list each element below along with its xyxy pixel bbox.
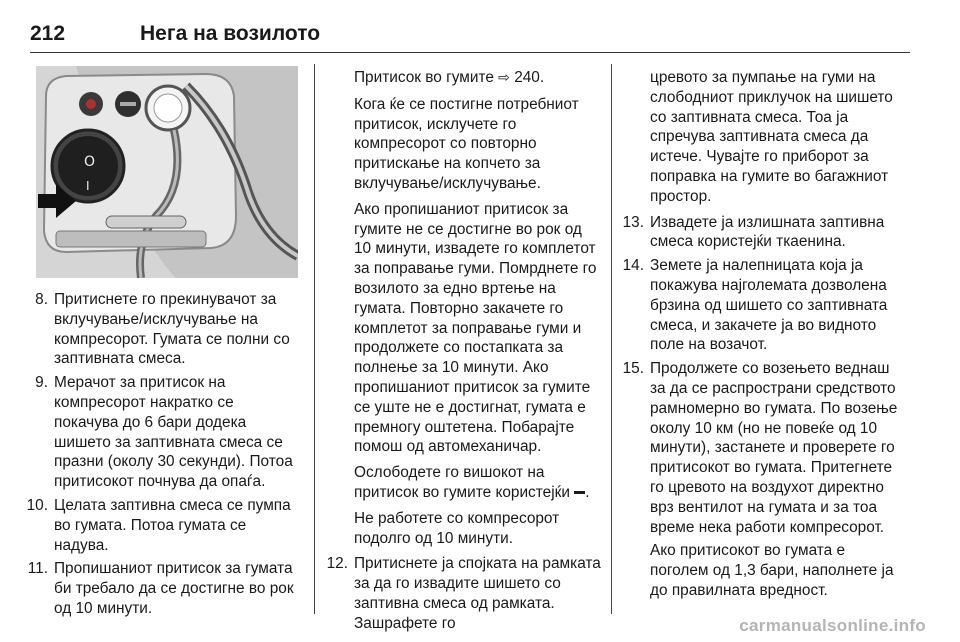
page-header: [30, 22, 910, 56]
item-number: 12.: [326, 555, 348, 573]
item-text: Пропишаниот притисок за гумата би требало да се достигне во рок од 10 минути.: [54, 560, 294, 617]
paragraph: Кога ќе се постигне потребниот притисок, исклучете го компресорот со повторно притискање на копчето за вклучување/исклучување.: [354, 95, 579, 192]
item-text: Целата заптивна смеса се пумпа во гумата. Потоа гумата се надува.: [54, 496, 291, 554]
item-11-continuation: [322, 68, 602, 548]
paragraph: Ако притисокот во гумата е поголем од 1,3 бари, наполнете ја до правилната вредност.: [650, 542, 894, 599]
paragraph-release-pressure: [354, 463, 602, 503]
page-title: Нега на возилото: [140, 22, 321, 45]
item-text: Притиснете го прекинувачот за вклучување/исклучување на компресорот. Гумата се полни со заптивната смеса.: [54, 291, 290, 368]
item-number: 11.: [27, 560, 48, 578]
page-number: 212: [30, 22, 66, 45]
header-rule: [30, 52, 910, 53]
minus-button-icon: [574, 491, 585, 494]
reference-text: Притисок во гумите: [354, 69, 499, 86]
watermark: carmanualsonline.info: [739, 616, 926, 635]
item-number: 10.: [26, 496, 48, 514]
paragraph: Не работете со компресорот подолго од 10 минути.: [354, 509, 560, 547]
list-item: [618, 213, 898, 253]
column-divider-left: [314, 64, 315, 614]
list-item: [618, 256, 898, 355]
arrow-right-icon: ⇨: [498, 70, 510, 86]
pressure-reference: [354, 68, 602, 89]
list-item: [22, 559, 302, 618]
item-text: Извадете ја излишната заптивна смеса користејќи ткаенина.: [650, 213, 885, 251]
paragraph: Ако пропишаниот притисок за гумите не се достигне во рок од 10 минути, извадете го комплетот за поправање гуми. Помрднете го возилото за едно вртење на гумата. Повторно закачете го комплетот за поправање гуми и продолжете со постапката за полнење за 10 минути. Ако пропишаниот притисок за гумите се уште не е достигнат, гумата е премногу оштетена. Побарајте помош од автомеханичар.: [354, 200, 597, 456]
list-item: [22, 290, 302, 369]
paragraph-end: .: [585, 483, 590, 501]
list-item: [322, 554, 602, 633]
item-text: Земете ја налепницата која ја покажува најголемата дозволена брзина од шишето со заптивната смеса, и закачете ја во видното поле на возачот.: [650, 257, 888, 354]
column-right: [618, 68, 898, 607]
item-number: 13.: [622, 213, 644, 231]
item-number: 15.: [622, 360, 644, 378]
paragraph-text: Ослободете го вишокот на притисок во гумите користејќи: [354, 464, 575, 501]
column-left: [22, 290, 302, 623]
compressor-photo: [36, 66, 298, 278]
item-text: Мерачот за притисок на компресорот накратко се покачува до 6 бари додека шишето за заптивната смеса се празни (околу 30 секунди). Потоа притисокот почнува да опаѓа.: [54, 374, 293, 491]
list-item: [22, 373, 302, 492]
item-text: Продолжете со возењето веднаш за да се распространи средството рамномерно во гумата. По возење околу 10 км (но не повеќе од 10 минути), застанете и проверете го притисокот во гумата. Притегнете го цревото на воздухот директно врз вентилот на гумата и за тоа време нека работи компресорот.: [650, 360, 898, 536]
svg-text:I: I: [86, 179, 90, 193]
list-item: [618, 359, 898, 537]
item-text: Притиснете ја спојката на рамката за да го извадите шишето со заптивна смеса од рамката. Зашрафете го: [354, 555, 601, 632]
column-middle: [322, 68, 602, 638]
list-item: [22, 496, 302, 555]
item-number: 9.: [35, 374, 48, 392]
item-number: 14.: [622, 257, 644, 275]
page-reference[interactable]: 240.: [514, 69, 545, 86]
svg-text:O: O: [84, 154, 96, 170]
column-divider-right: [611, 64, 612, 614]
item-number: 8.: [35, 291, 48, 308]
item-12-continuation: цревото за пумпање на гуми на слободниот приклучок на шишето со заптивната смеса. Тоа ја спречува заптивната смеса да истече. Чувајте го приборот за поправка на гумите во багажниот простор.: [650, 69, 893, 205]
